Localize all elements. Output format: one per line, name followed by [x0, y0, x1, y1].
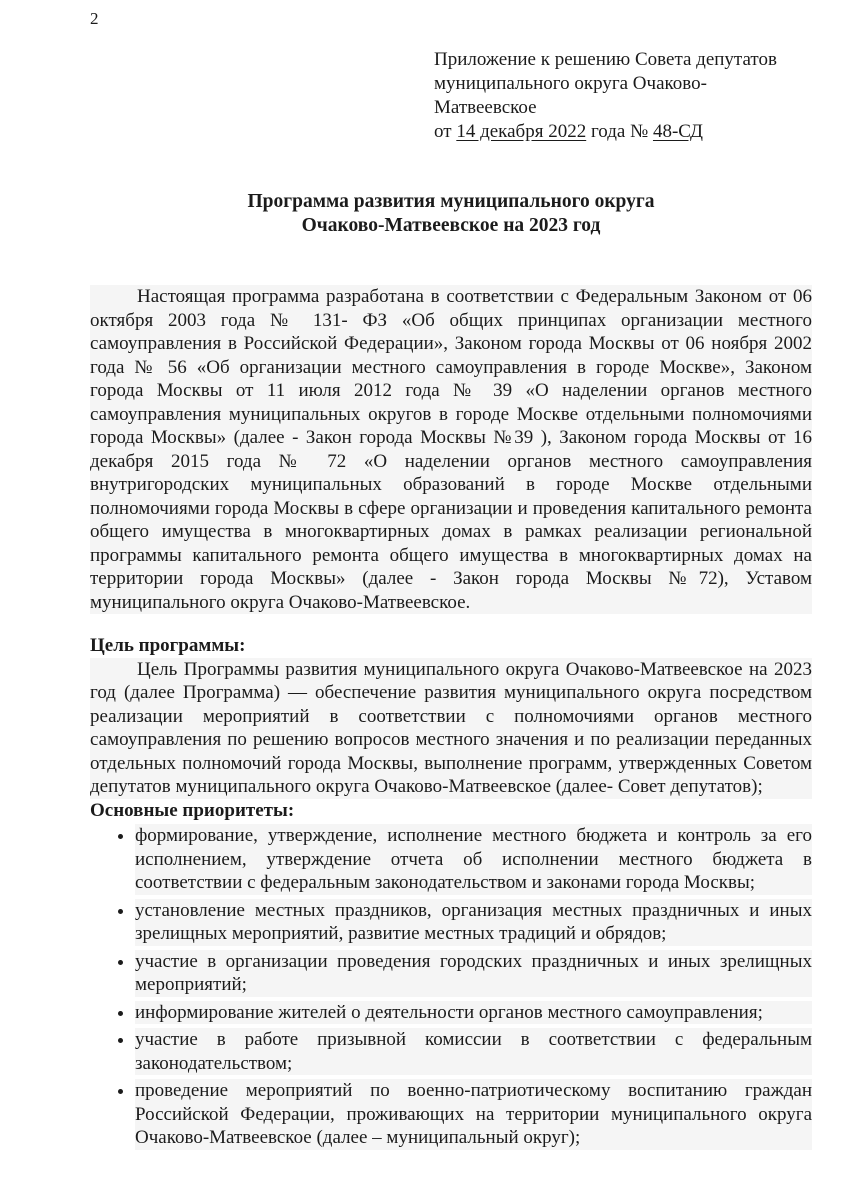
- priorities-list-item: • установление местных праздников, организация местных праздничных и иных зрелищных мероприятий, развитие местных традиций и обрядов;: [135, 899, 812, 946]
- priorities-list-item: • формирование, утверждение, исполнение местного бюджета и контроль за его исполнением, утверждение отчета об исполнении местного бюджета в соответствии с федеральным законодательством и законами города Москвы;: [135, 824, 812, 895]
- document-title-line-2: Очаково-Матвеевское на 2023 год: [301, 214, 601, 236]
- priorities-list-item: • проведение мероприятий по военно-патриотическому воспитанию граждан Российской Федерации, проживающих на территории муниципального округа Очаково-Матвеевское (далее – муниципальный округ);: [135, 1079, 812, 1150]
- goal-section-heading: Цель программы:: [90, 635, 246, 656]
- goal-paragraph: Цель Программы развития муниципального округа Очаково-Матвеевское на 2023 год (далее Программа) — обеспечение развития муниципального округа посредством реализации мероприятий в соответствии с полномочиями органов местного самоуправления по решению вопросов местного значения и по реализации переданных отдельных полномочий города Москвы, выполнение программ, утвержденных Советом депутатов муниципального округа Очаково-Матвеевское (далее- Совет депутатов);: [90, 658, 812, 797]
- intro-paragraph: Настоящая программа разработана в соответствии с Федеральным Законом от 06 октября 2003 года № 131- ФЗ «Об общих принципах организации местного самоуправления в Российской Федерации», Законом города Москвы от 06 ноября 2002 года № 56 «Об организации местного самоуправления в городе Москве», Законом города Москвы от 11 июля 2012 года № 39 «О наделении органов местного самоуправления муниципальных округов в городе Москве отдельными полномочиями города Москвы» (далее - Закон города Москвы №39 ), Законом города Москвы от 16 декабря 2015 года № 72 «О наделении органов местного самоуправления внутригородских муниципальных образований в городе Москве отдельными полномочиями города Москвы в сфере организации и проведения капитального ремонта общего имущества в многоквартирных домах в рамках реализации региональной программы капитального ремонта общего имущества в многоквартирных домах на территории города Москвы» (далее - Закон города Москвы №72), Уставом муниципального округа Очаково-Матвеевское.: [90, 286, 812, 613]
- priorities-list: [90, 824, 812, 1150]
- appendix-header-line-2: муниципального округа Очаково-: [434, 73, 707, 94]
- appendix-header: [434, 48, 812, 144]
- appendix-header-line-3: Матвеевское: [434, 97, 537, 118]
- date-middle: года №: [586, 121, 653, 142]
- priorities-list-item: • участие в организации проведения городских праздничных и иных зрелищных мероприятий;: [135, 950, 812, 997]
- decision-date: 14 декабря 2022: [456, 121, 587, 142]
- priorities-section-heading: Основные приоритеты:: [90, 799, 295, 821]
- appendix-header-line-1: Приложение к решению Совета депутатов: [434, 49, 777, 70]
- appendix-header-date-line: [434, 120, 812, 144]
- priorities-list-item: • участие в работе призывной комиссии в соответствии с федеральным законодательством;: [135, 1028, 812, 1075]
- decision-number: 48-СД: [652, 121, 703, 142]
- priorities-list-item: • информирование жителей о деятельности органов местного самоуправления;: [135, 1001, 812, 1025]
- date-prefix: от: [434, 121, 457, 142]
- document-title: [90, 190, 812, 237]
- document-title-line-1: Программа развития муниципального округа: [247, 191, 655, 212]
- page-number: 2: [90, 9, 99, 28]
